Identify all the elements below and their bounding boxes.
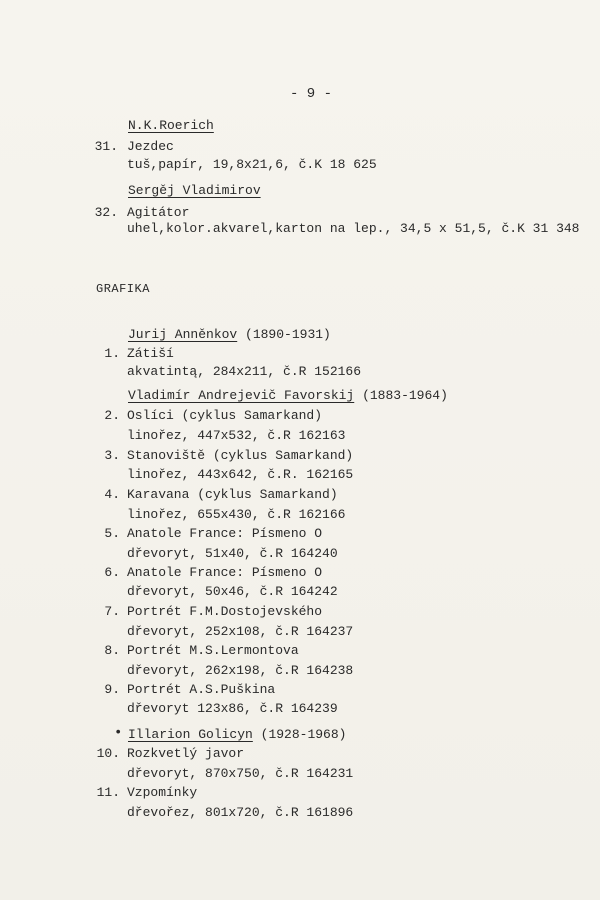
item-title: Oslíci (cyklus Samarkand) bbox=[127, 408, 323, 423]
item-title: Anatole France: Písmeno O bbox=[127, 565, 323, 580]
item-number: 5. bbox=[104, 526, 120, 541]
item-details: dřevoryt 123x86, č.R 164239 bbox=[127, 701, 338, 716]
item-number: 9. bbox=[104, 682, 120, 697]
entry-details: tuš,papír, 19,8x21,6, č.K 18 625 bbox=[127, 157, 377, 172]
item-title: Zátiší bbox=[127, 346, 174, 361]
item-details: dřevoryt, 870x750, č.R 164231 bbox=[127, 766, 354, 781]
artist-name: Sergěj Vladimirov bbox=[128, 183, 261, 198]
artist-heading bbox=[128, 727, 346, 743]
artist-dates: (1890-1931) bbox=[245, 327, 331, 342]
item-details: linořez, 443x642, č.R. 162165 bbox=[127, 467, 354, 482]
bullet-mark: • bbox=[114, 725, 123, 741]
section-title: GRAFIKA bbox=[96, 282, 150, 296]
entry-number: 32. bbox=[94, 205, 118, 220]
item-number: 2. bbox=[104, 408, 120, 423]
entry-title: Agitátor bbox=[127, 205, 190, 220]
item-number: 3. bbox=[104, 448, 120, 463]
item-number: 8. bbox=[104, 643, 120, 658]
artist-name: Illarion Golicyn bbox=[128, 727, 253, 742]
item-number: 6. bbox=[104, 565, 120, 580]
item-title: Portrét F.M.Dostojevského bbox=[127, 604, 323, 619]
artist-heading bbox=[128, 388, 448, 404]
item-details: akvatintą, 284x211, č.R 152166 bbox=[127, 364, 362, 379]
item-details: dřevořez, 801x720, č.R 161896 bbox=[127, 805, 354, 820]
entry-details: uhel,kolor.akvarel,karton na lep., 34,5 x 51,5, č.K 31 348 bbox=[127, 221, 580, 236]
item-title: Portrét M.S.Lermontova bbox=[127, 643, 299, 658]
item-title: Karavana (cyklus Samarkand) bbox=[127, 487, 338, 502]
item-title: Stanoviště (cyklus Samarkand) bbox=[127, 448, 354, 463]
item-details: dřevoryt, 51x40, č.R 164240 bbox=[127, 546, 338, 561]
item-title: Anatole France: Písmeno O bbox=[127, 526, 323, 541]
artist-dates: (1928-1968) bbox=[260, 727, 347, 742]
item-details: dřevoryt, 262x198, č.R 164238 bbox=[127, 663, 354, 678]
item-number: 4. bbox=[104, 487, 120, 502]
artist-dates: (1883-1964) bbox=[362, 388, 448, 403]
item-number: 1. bbox=[104, 346, 120, 361]
entry-number: 31. bbox=[94, 139, 118, 154]
entry-title: Jezdec bbox=[127, 139, 174, 154]
item-number: 11. bbox=[96, 785, 120, 800]
item-title: Portrét A.S.Puškina bbox=[127, 682, 276, 697]
item-details: linořez, 447x532, č.R 162163 bbox=[127, 428, 346, 443]
page-number: - 9 - bbox=[290, 86, 333, 102]
item-number: 7. bbox=[104, 604, 120, 619]
item-number: 10. bbox=[96, 746, 120, 761]
item-details: linořez, 655x430, č.R 162166 bbox=[127, 507, 346, 522]
item-title: Vzpomínky bbox=[127, 785, 198, 800]
item-details: dřevoryt, 252x108, č.R 164237 bbox=[127, 624, 354, 639]
artist-heading bbox=[128, 327, 331, 343]
artist-name: Vladimír Andrejevič Favorskij bbox=[128, 388, 355, 403]
artist-name: N.K.Roerich bbox=[128, 118, 214, 133]
item-title: Rozkvetlý javor bbox=[127, 746, 245, 761]
artist-name: Jurij Anněnkov bbox=[128, 327, 238, 342]
item-details: dřevoryt, 50x46, č.R 164242 bbox=[127, 584, 338, 599]
